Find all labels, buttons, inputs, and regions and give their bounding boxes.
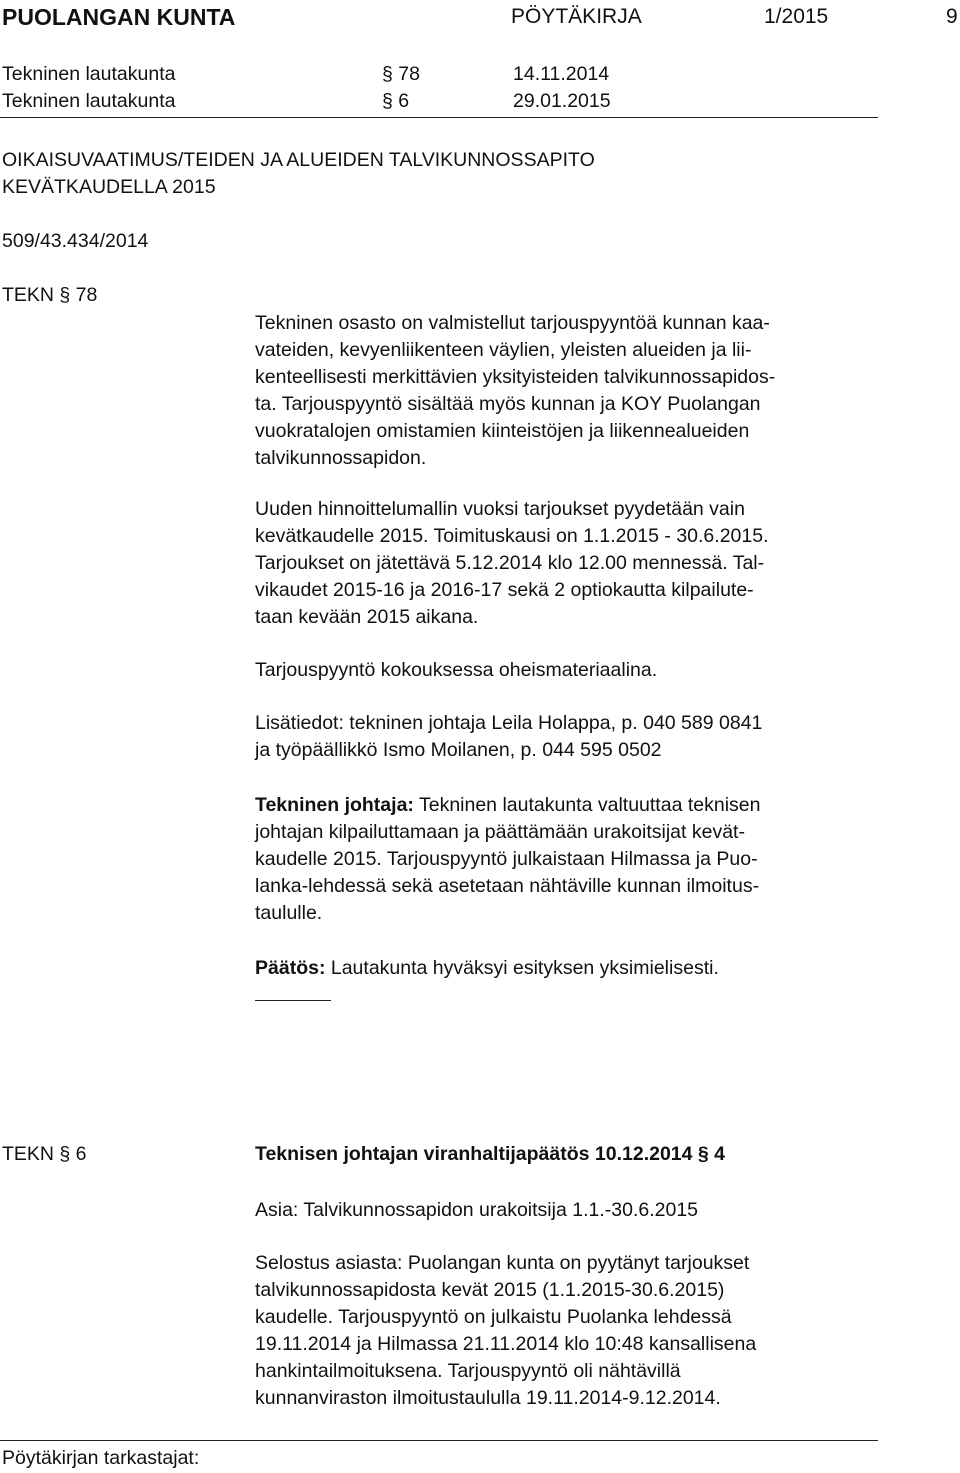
text-line: lanka-lehdessä sekä asetetaan nähtäville kunnan ilmoitus- — [255, 875, 760, 897]
text-line — [255, 955, 895, 982]
meeting-body-1: Tekninen lautakunta — [2, 63, 176, 85]
text-line: Tarjouspyyntö kokouksessa oheismateriaalina. — [255, 659, 658, 681]
tekn6-subject — [255, 1197, 895, 1224]
tekn6-description — [255, 1250, 895, 1412]
text-line: taululle. — [255, 902, 323, 924]
decision-divider — [255, 1000, 331, 1001]
document-number: 1/2015 — [764, 5, 829, 28]
meeting-section-2: § 6 — [382, 90, 410, 112]
proposal-paragraph — [255, 792, 895, 927]
tekn78-paragraph-1 — [255, 310, 895, 472]
text-line: 19.11.2014 ja Hilmassa 21.11.2014 klo 10:48 kansallisena — [255, 1333, 757, 1355]
document-type: PÖYTÄKIRJA — [511, 5, 642, 28]
text-line — [255, 792, 895, 819]
text-line: kaudelle. Tarjouspyyntö on julkaistu Puolanka lehdessä — [255, 1306, 732, 1328]
record-number: 509/43.434/2014 — [2, 230, 149, 252]
decision-text: Lautakunta hyväksyi esityksen yksimielisesti. — [325, 957, 719, 979]
decision-label: Päätös: — [255, 957, 326, 979]
text-line: Tarjoukset on jätettävä 5.12.2014 klo 12.00 mennessä. Tal- — [255, 552, 765, 574]
text-line: Uuden hinnoittelumallin vuoksi tarjoukset pyydetään vain — [255, 498, 745, 520]
tekn78-paragraph-4 — [255, 710, 895, 764]
tekn78-paragraph-2 — [255, 496, 895, 631]
matter-title-line: KEVÄTKAUDELLA 2015 — [2, 176, 216, 198]
text-line: kevätkaudelle 2015. Toimituskausi on 1.1.2015 - 30.6.2015. — [255, 525, 769, 547]
meeting-section-1: § 78 — [382, 63, 420, 85]
tekn78-paragraph-3 — [255, 657, 895, 684]
minutes-checkers-label: Pöytäkirjan tarkastajat: — [2, 1447, 200, 1469]
section-label-tekn6: TEKN § 6 — [2, 1143, 87, 1165]
text-line: vuokratalojen omistamien kiinteistöjen ja liikennealueiden — [255, 420, 750, 442]
text-line: talvikunnossapidosta kevät 2015 (1.1.2015-30.6.2015) — [255, 1279, 725, 1301]
matter-title-line: OIKAISUVAATIMUS/TEIDEN JA ALUEIDEN TALVIKUNNOSSAPITO — [2, 149, 595, 171]
meeting-body-2: Tekninen lautakunta — [2, 90, 176, 112]
page-number: 9 — [946, 5, 958, 28]
matter-title — [2, 147, 852, 201]
text-line: hankintailmoituksena. Tarjouspyyntö oli nähtävillä — [255, 1360, 681, 1382]
meeting-date-2: 29.01.2015 — [513, 90, 611, 112]
section-label-tekn78: TEKN § 78 — [2, 284, 98, 306]
header-divider — [0, 117, 878, 118]
tekn6-heading: Teknisen johtajan viranhaltijapäätös 10.12.2014 § 4 — [255, 1143, 726, 1165]
text-line: johtajan kilpailuttamaan ja päättämään urakoitsijat kevät- — [255, 821, 745, 843]
text-line: Lisätiedot: tekninen johtaja Leila Holappa, p. 040 589 0841 — [255, 712, 763, 734]
text-line: taan kevään 2015 aikana. — [255, 606, 479, 628]
text-line: ja työpäällikkö Ismo Moilanen, p. 044 595 0502 — [255, 739, 662, 761]
municipality-name: PUOLANGAN KUNTA — [2, 4, 236, 30]
text-line: Asia: Talvikunnossapidon urakoitsija 1.1.-30.6.2015 — [255, 1199, 699, 1221]
meeting-date-1: 14.11.2014 — [513, 63, 610, 85]
text-line: kaudelle 2015. Tarjouspyyntö julkaistaan Hilmassa ja Puo- — [255, 848, 758, 870]
decision-paragraph — [255, 955, 895, 982]
text-line: Selostus asiasta: Puolangan kunta on pyytänyt tarjoukset — [255, 1252, 750, 1274]
text-line: vateiden, kevyenliikenteen väylien, yleisten alueiden ja lii- — [255, 339, 752, 361]
text-line: kunnanviraston ilmoitustaululla 19.11.2014-9.12.2014. — [255, 1387, 721, 1409]
text-line: ta. Tarjouspyyntö sisältää myös kunnan ja KOY Puolangan — [255, 393, 761, 415]
footer-divider — [0, 1440, 878, 1441]
proposal-text: Tekninen lautakunta valtuuttaa teknisen — [413, 794, 761, 816]
text-line: Tekninen osasto on valmistellut tarjouspyyntöä kunnan kaa- — [255, 312, 770, 334]
text-line: kenteellisesti merkittävien yksityisteiden talvikunnossapidos- — [255, 366, 776, 388]
text-line: vikaudet 2015-16 ja 2016-17 sekä 2 optiokautta kilpailute- — [255, 579, 754, 601]
proposal-label: Tekninen johtaja: — [255, 794, 414, 816]
text-line: talvikunnossapidon. — [255, 447, 427, 469]
